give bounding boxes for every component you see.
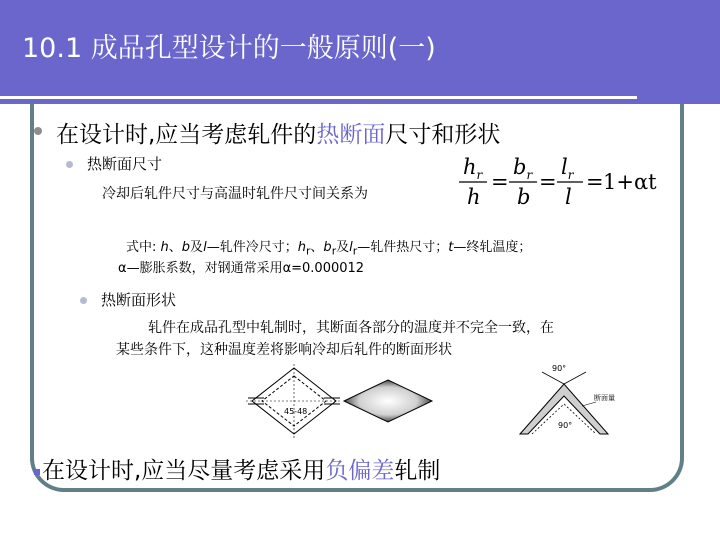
bullet-2-suffix: 轧制	[394, 458, 441, 484]
svg-text:hr: $h_r$	[463, 155, 483, 182]
svg-text:b: b	[517, 185, 531, 209]
bullet-2-prefix: 在设计时,应当尽量考虑采用	[42, 458, 326, 484]
angle-pass-figure	[512, 362, 618, 442]
relation-text: 冷却后轧件尺寸与高温时轧件尺寸间关系为	[102, 186, 368, 202]
svg-text:lr: $l_r$	[561, 155, 574, 182]
svg-text:l: l	[565, 185, 572, 209]
slide-title: 10.1 成品孔型设计的一般原则(一)	[22, 33, 436, 64]
svg-text:90°: 90°	[552, 364, 567, 373]
expansion-formula	[457, 152, 672, 214]
svg-text:=: =	[491, 170, 509, 194]
svg-text:1+αt: 1+αt	[603, 170, 657, 194]
bullet-2-text	[34, 452, 440, 485]
bullet-1-suffix: 尺寸和形状	[385, 122, 501, 148]
svg-text:br: $b_r$	[513, 155, 533, 182]
paragraph-line-2: 某些条件下，这种温度差将影响冷却后轧件的断面形状	[116, 342, 452, 358]
sub-1-label: 热断面尺寸	[87, 155, 163, 173]
svg-text:=: =	[539, 170, 557, 194]
sub-bullet-dot	[66, 161, 73, 168]
svg-text:=: =	[586, 170, 604, 194]
paragraph-line-1: 轧件在成品孔型中轧制时，其断面各部分的温度并不完全一致，在	[148, 320, 554, 336]
svg-text:90°: 90°	[558, 421, 573, 430]
definition-line-2: α—膨胀系数，对钢通常采用α=0.000012	[118, 261, 365, 276]
bullet-dot	[34, 127, 42, 135]
bullet-square	[34, 469, 40, 475]
bullet-1-prefix: 在设计时,应当考虑轧件的	[56, 122, 317, 148]
bullet-1-text	[56, 116, 500, 149]
title-underline	[0, 96, 637, 99]
svg-text:断面量: 断面量	[594, 394, 615, 402]
bullet-2-highlight: 负偏差	[325, 458, 395, 484]
definition-line-1: 式中: h、b及l—轧件冷尺寸；$h_r$、$b_r$及$l_r—$轧件热尺寸；t—终轧温度；	[126, 240, 532, 258]
title-bar	[0, 0, 720, 104]
sub-bullet-dot	[80, 297, 87, 304]
diamond-pass-figure	[246, 362, 342, 440]
temperature-diamond-figure	[342, 378, 434, 424]
svg-text:45-48: 45-48	[284, 407, 308, 416]
svg-text:h: h	[467, 185, 481, 209]
bullet-1-highlight: 热断面	[316, 122, 386, 148]
sub-2-label: 热断面形状	[101, 291, 177, 309]
